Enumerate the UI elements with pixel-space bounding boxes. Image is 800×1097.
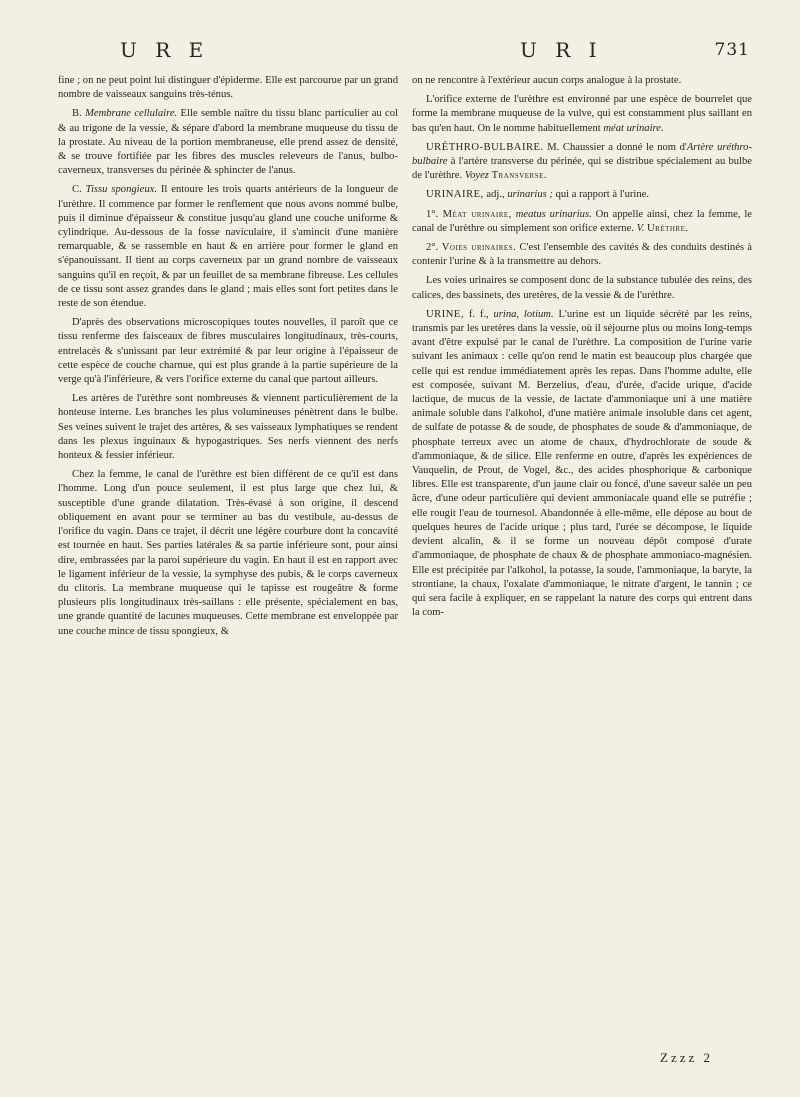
- header-center: U R I: [520, 38, 603, 62]
- entry-headword: URINE,: [426, 308, 465, 320]
- right-column: [412, 74, 752, 625]
- paragraph: Chez la femme, le canal de l'urèthre est bien différent de ce qu'il est dans l'homme. Long d'un pouce seulement, il est plus large que chez lui, & susceptible d'une grande dilatation. Très-évasé à son origine, il descend obliquement en avant pour se terminer au bas du vestibule, au-dessus de l'orifice du vagin. Dans ce trajet, il décrit une légère courbure dont la concavité est tournée en haut. Ses parties latérales & sa partie inférieure sont, pour ainsi dire, embrassées par la paroi supérieure du vagin. En haut il est en rapport avec le ligament inférieur de la vessie, la symphyse des pubis, & le corps caverneux du clitoris. La membrane muqueuse qui le tapisse est rougeâtre & forme plusieurs plis longitudinaux très-saillans : elle présente, spécialement en bas, une grande quantité de lacunes muqueuses. Cette membrane est enveloppée par une couche mince de tissu spongieux, &: [58, 469, 398, 637]
- paragraph: L'orifice externe de l'urèthre est environné par une espèce de bourrelet que forme la membrane muqueuse de la vulve, qui est constamment plus saillant en bas qu'en haut. On le nomme habituellement méat urinaire.: [412, 94, 752, 134]
- paragraph: C. Tissu spongieux. Il entoure les trois quarts antérieurs de la longueur de l'urèthre. Il commence par former le renflement que nous avons nommé bulbe, puis il diminue d'épaisseur & constitue jusqu'au gland une couche uniforme & cylindrique. Au-dessous de la fosse naviculaire, il s'amincit d'une manière remarquable, & se rassemble en haut & en arrière pour former le gland en s'épanouissant. Il tient au corps caverneux par un grand nombre de vaisseaux sanguins qu'il en reçoit, & par un feuillet de sa membrane fibreuse. Les cellules de ce tissu sont assez grandes dans le gland ; mais elles sont fort petites dans le reste de son étendue.: [58, 184, 399, 310]
- paragraph: Les artères de l'urèthre sont nombreuses & viennent particulièrement de la honteuse interne. Les branches les plus volumineuses pénètrent dans le bulbe. Ses veines suivent le trajet des artères, & ses vaisseaux lymphatiques se rendent dans les plexus inguinaux & hypogastriques. Ses nerfs viennent des nerfs honteux & fessier inférieur.: [58, 393, 398, 462]
- paragraph: Les voies urinaires se composent donc de la substance tubulée des reins, des calices, des bassinets, des uretères, de la vessie & de l'urèthre.: [412, 275, 752, 301]
- paragraph: D'après des observations microscopiques toutes nouvelles, il paroît que ce tissu renferme des faisceaux de fibres musculaires longitudinaux, très-courts, entrelacés & s'unissant par leur extrémité & par leur origine à l'épaisseur de cette espèce de couche charnue, qui est plus grande à la partie supérieure de la verge qu'à l'inférieure, & vers l'orifice externe du canal que partout ailleurs.: [58, 317, 398, 386]
- left-column: [58, 74, 398, 644]
- paragraph: on ne rencontre à l'extérieur aucun corps analogue à la prostate.: [412, 75, 682, 86]
- entry-urinaire: URINAIRE, adj., urinarius ; qui a rapport à l'urine.: [426, 189, 649, 201]
- entry-headword: URINAIRE,: [426, 189, 484, 201]
- paragraph: B. Membrane cellulaire. Elle semble naître du tissu blanc particulier au col & au trigone de la vessie, & sépare d'abord la membrane muqueuse du tissu de la prostate. Au niveau de la portion membraneuse, elle prend assez de densité, & se trouve fortifiée par les fibres des muscles releveurs de l'anus, bulbo-caverneux, transverses du périnée & sphincter de l'anus.: [58, 108, 398, 177]
- running-header: [50, 38, 750, 68]
- section-term: Membrane cellulaire.: [85, 108, 178, 120]
- printer-signature: Zzzz 2: [660, 1050, 714, 1065]
- page-number: 731: [714, 40, 750, 60]
- section-term: Tissu spongieux.: [85, 184, 157, 196]
- paragraph: 1°. Méat urinaire, meatus urinarius. On appelle ainsi, chez la femme, le canal de l'urèthre ou simplement son orifice externe. V. Urèthre.: [412, 208, 753, 234]
- cross-reference: Urèthre.: [647, 222, 689, 234]
- entry-uretro-bulbaire: URÉTHRO-BULBAIRE. M. Chaussier a donné le nom d'Artère uréthro-bulbaire à l'artère transverse du périnée, qui se distribue spécialement au bulbe de l'urèthre. Voyez Transverse.: [412, 141, 752, 182]
- paragraph: fine ; on ne peut point lui distinguer d'épiderme. Elle est parcourue par un grand nombre de vaisseaux sanguins très-ténus.: [58, 75, 398, 101]
- entry-urine: URINE, f. f., urina, lotium. L'urine est un liquide sécrété par les reins, transmis par les uretères dans la vessie, où il séjourne plus ou moins long-temps avant d'être expulsé par le canal de l'urèthre. La composition de l'urine varie suivant les animaux : celle qu'on rend le matin est beaucoup plus chargée que celle qui est rendue immédiatement après les repas. Dans l'homme adulte, elle est composée, suivant M. Berzelius, d'eau, d'urée, d'acide urique, d'acide lactique, de mucus de la vessie, de lactate d'ammoniaque uni à une matière animale soluble dans l'alkohol, d'une matière animale insoluble dans cet agent, de sulfate de potasse & de soude, de phosphates de soude & d'ammoniaque, de phosphate terreux avec un atome de chaux, d'hydrochlorate de soude & d'ammoniaque, & de silice. Elle renferme en outre, d'après les expériences de Vauquelin, de Prout, de Vogel, &c., des acides phosphorique & carbonique libres. Elle est transparente, d'un jaune clair ou foncé, d'une saveur salée un peu âcre, d'une odeur particulière qui devient ammoniacale quand elle se putréfie ; elle rougit l'eau de tournesol. Abandonnée à elle-même, elle dépose au bout de quelques heures de l'acide urique ; plus tard, l'urée se décompose, le liquide devient alcalin, & il se forme un nouveau dépôt composé d'urate d'ammoniaque, de phosphate de chaux & de phosphate ammoniaco-magnésien. Elle est précipitée par l'alkohol, la potasse, la soude, l'ammoniaque, la baryte, la strontiane, la chaux, l'oxalate d'ammoniaque, le nitrate d'argent, le tannin ; ce qui sera facile à expliquer, en se rappelant la nature des corps qui entrent dans la com-: [412, 308, 753, 619]
- header-left: U R E: [120, 38, 210, 62]
- entry-headword: URÉTHRO-BULBAIRE.: [426, 141, 544, 153]
- cross-reference: Transverse.: [491, 170, 548, 182]
- paragraph: 2°. Voies urinaires. C'est l'ensemble des cavités & des conduits destinés à contenir l'urine & à la transmettre au dehors.: [412, 242, 753, 268]
